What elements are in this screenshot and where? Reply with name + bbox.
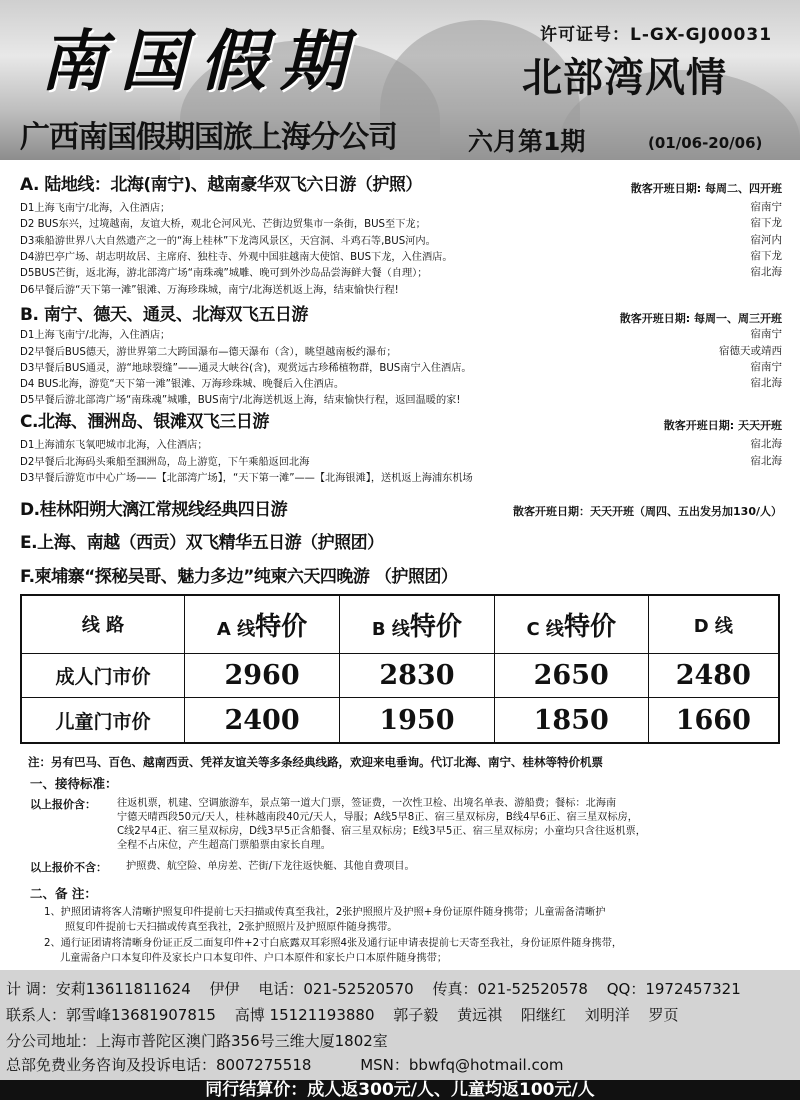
- remark-line: 1、护照团请将客人清晰护照复印件提前七天扫描或传真至我社，2张护照照片及护照+身份证原件随身携带；儿童需备清晰护: [44, 907, 606, 918]
- tour-title: 北部湾风情: [522, 55, 727, 101]
- contact-footer: [0, 970, 800, 1080]
- price-table-header-row: [21, 595, 779, 653]
- itinerary-stay: 宿南宁: [750, 201, 782, 213]
- fax-number: 传真：021-52520578: [432, 980, 588, 998]
- itinerary-stay: 宿北海: [750, 438, 782, 450]
- route-a-schedule: 散客开班日期: 每周二、四开班: [630, 182, 782, 195]
- remark-line: 儿童需备户口本复印件及家长户口本复印件、户口本原件和家长户口本原件随身携带；: [60, 953, 448, 964]
- route-a-title: A. 陆地线：北海(南宁)、越南豪华双飞六日游（护照）: [20, 175, 422, 195]
- contact-person: 联系人：郭雪峰13681907815: [6, 1006, 216, 1024]
- itinerary-stay: 宿下龙: [750, 250, 782, 262]
- table-row: [21, 653, 779, 698]
- special-price-label: 特价: [563, 611, 616, 642]
- itinerary-day: D2早餐后北海码头乘船至涠洲岛，岛上游览，下午乘船返回北海: [20, 457, 310, 468]
- route-d-title: D.桂林阳朔大漓江常规线经典四日游: [20, 500, 288, 520]
- price-cell: 1660: [648, 698, 779, 743]
- itinerary-day: D3早餐后游览市中心广场——【北部湾广场】，“天下第一滩”——【北海银滩】，送机返上海浦东机场: [20, 473, 473, 484]
- special-price-label: 特价: [255, 611, 308, 642]
- contact-person: 阳继红: [520, 1006, 566, 1024]
- excluded-text: 护照费、航空险、单房差、芒街/下龙往返快艇、其他自费项目。: [126, 861, 415, 872]
- itinerary-day: D5BUS芒街，返北海，游北部湾广场“南珠魂”城雕、晚可到外沙岛品尝海鲜大餐（自理）；: [20, 268, 428, 279]
- itinerary-stay: 宿南宁: [750, 328, 782, 340]
- line-prefix: C 线: [526, 618, 564, 640]
- special-price-label: 特价: [409, 611, 462, 642]
- price-cell: 2400: [185, 698, 340, 743]
- itinerary-stay: 宿下龙: [750, 217, 782, 229]
- line-b-header: [340, 595, 495, 653]
- excluded-label: 以上报价不含：: [30, 861, 107, 874]
- qq-number: QQ：1972457321: [606, 980, 741, 998]
- contact-person: 刘明洋: [584, 1006, 630, 1024]
- footer-line-hotline: [6, 1054, 578, 1075]
- included-line: 往返机票，机建、空调旅游车，景点第一道大门票，签证费，一次性卫检、出境名单表、游船费；餐标：北海南: [117, 798, 617, 809]
- note-text: 注：另有巴马、百色、越南西贡、凭祥友谊关等多条经典线路，欢迎来电垂询。代订北海、南宁、桂林等特价机票: [28, 755, 603, 769]
- remark-line: 照复印件提前七天扫描或传真至我社，2张护照照片及护照原件随身携带。: [65, 922, 398, 933]
- itinerary-stay: 宿北海: [750, 455, 782, 467]
- included-line: C线2早4正、宿三星双标房，D线3早5正含船餐、宿三星双标房；E线3早5正、宿三星双标房；小童均只含往返机票，: [117, 826, 646, 837]
- section1-heading: 一、接待标准：: [30, 776, 118, 791]
- contact-person: 高博 15121193880: [234, 1006, 375, 1024]
- ops-contact-2: 伊伊: [209, 980, 240, 998]
- line-prefix: B 线: [371, 618, 410, 640]
- price-cell: 2480: [648, 653, 779, 698]
- contact-person: 罗页: [648, 1006, 679, 1024]
- contact-person: 郭子毅: [393, 1006, 439, 1024]
- row-label: 成人门市价: [21, 653, 185, 698]
- itinerary-stay: 宿德天或靖西: [719, 345, 782, 357]
- header-banner: [0, 0, 800, 160]
- included-line: 全程不占床位，产生超高门票船票由家长自理。: [117, 840, 331, 851]
- included-label: 以上报价含：: [30, 798, 96, 811]
- route-b-title: B. 南宁、德天、通灵、北海双飞五日游: [20, 305, 308, 325]
- footer-line-contacts: [6, 1004, 693, 1025]
- company-name: 广西南国假期国旅上海分公司: [20, 120, 397, 155]
- route-c-schedule: 散客开班日期: 天天开班: [663, 419, 782, 432]
- msn-contact: MSN：bbwfq@hotmail.com: [360, 1056, 564, 1074]
- price-cell: 2650: [494, 653, 648, 698]
- footer-line-ops: [6, 978, 755, 999]
- contact-person: 黄远祺: [457, 1006, 503, 1024]
- itinerary-day: D6早餐后游“天下第一滩”银滩、万海珍珠城，南宁/北海送机返上海，结束愉快行程!: [20, 285, 399, 296]
- itinerary-stay: 宿河内: [750, 234, 782, 246]
- itinerary-day: D3乘船游世界八大自然遗产之一的“海上桂林”下龙湾风景区，天宫洞、斗鸡石等,BUS河内。: [20, 236, 436, 247]
- license-number: 许可证号：L-GX-GJ00031: [540, 25, 773, 45]
- issue-label: 六月第1期: [468, 127, 586, 156]
- line-c-header: [494, 595, 648, 653]
- remark-line: 2、通行证团请将清晰身份证正反二面复印件+2寸白底露双耳彩照4张及通行证申请表提前七天寄至我社，身份证原件随身携带，: [44, 938, 623, 949]
- phone-number: 电话：021-52520570: [258, 980, 414, 998]
- table-row: [21, 698, 779, 743]
- itinerary-day: D4 BUS北海，游览“天下第一滩”银滩、万海珍珠城、晚餐后入住酒店。: [20, 379, 345, 390]
- price-table: [20, 594, 780, 744]
- section2-heading: 二、备 注：: [30, 886, 97, 901]
- brand-logo-text: 南国假期: [40, 22, 360, 100]
- itinerary-day: D1上海飞南宁/北海，入住酒店；: [20, 203, 171, 214]
- hotline: 总部免费业务咨询及投诉电话：8007275518: [6, 1056, 312, 1074]
- line-prefix: D 线: [693, 616, 733, 638]
- price-cell: 1850: [494, 698, 648, 743]
- itinerary-day: D3早餐后BUS通灵，游“地球裂缝”——通灵大峡谷(含)，观赏远古珍稀植物群，BUS南宁入住酒店。: [20, 363, 472, 374]
- line-prefix: A 线: [216, 618, 256, 640]
- route-e-title: E.上海、南越（西贡）双飞精华五日游（护照团）: [20, 533, 384, 553]
- itinerary-day: D2早餐后BUS德天，游世界第二大跨国瀑布—德天瀑布（含），眺望越南板约瀑布；: [20, 347, 397, 358]
- branch-address: 分公司地址：上海市普陀区澳门路356号三维大厦1802室: [6, 1032, 388, 1050]
- line-a-header: [185, 595, 340, 653]
- settlement-banner: 同行结算价：成人返300元/人、儿童均返100元/人: [0, 1080, 800, 1100]
- itinerary-day: D4游巴亭广场、胡志明故居、主席府、独柱寺、外观中国驻越南大使馆、BUS下龙，入住酒店。: [20, 252, 453, 263]
- itinerary-day: D1上海飞南宁/北海，入住酒店；: [20, 330, 171, 341]
- itinerary-day: D1上海浦东飞氧吧城市北海，入住酒店；: [20, 440, 208, 451]
- route-c-title: C.北海、涠洲岛、银滩双飞三日游: [20, 412, 269, 432]
- line-d-header: [648, 595, 779, 653]
- price-cell: 1950: [340, 698, 495, 743]
- route-f-title: F.柬埔寨“探秘吴哥、魅力多边”纯柬六天四晚游 （护照团）: [20, 567, 458, 587]
- route-column-header: 线 路: [21, 595, 185, 653]
- issue-dates: (01/06-20/06): [648, 134, 763, 152]
- itinerary-day: D5早餐后游北部湾广场“南珠魂”城雕，BUS南宁/北海送机返上海，结束愉快行程，返回温暖的家!: [20, 395, 461, 406]
- price-cell: 2830: [340, 653, 495, 698]
- route-b-schedule: 散客开班日期: 每周一、周三开班: [619, 312, 782, 325]
- itinerary-stay: 宿北海: [750, 377, 782, 389]
- included-line: 宁德天晴西段50元/天人，桂林越南段40元/天人，导服；A线5早8正、宿三星双标房，B线4早6正、宿三星双标房，: [117, 812, 638, 823]
- itinerary-day: D2 BUS东兴，过境越南，友谊大桥，观北仑河风光、芒街边贸集市一条街，BUS至下龙；: [20, 219, 426, 230]
- price-cell: 2960: [185, 653, 340, 698]
- route-d-schedule: 散客开班日期：天天开班（周四、五出发另加130/人）: [513, 505, 782, 518]
- itinerary-stay: 宿南宁: [750, 361, 782, 373]
- itinerary-stay: 宿北海: [750, 266, 782, 278]
- row-label: 儿童门市价: [21, 698, 185, 743]
- ops-contact: 计 调：安莉13611811624: [6, 980, 191, 998]
